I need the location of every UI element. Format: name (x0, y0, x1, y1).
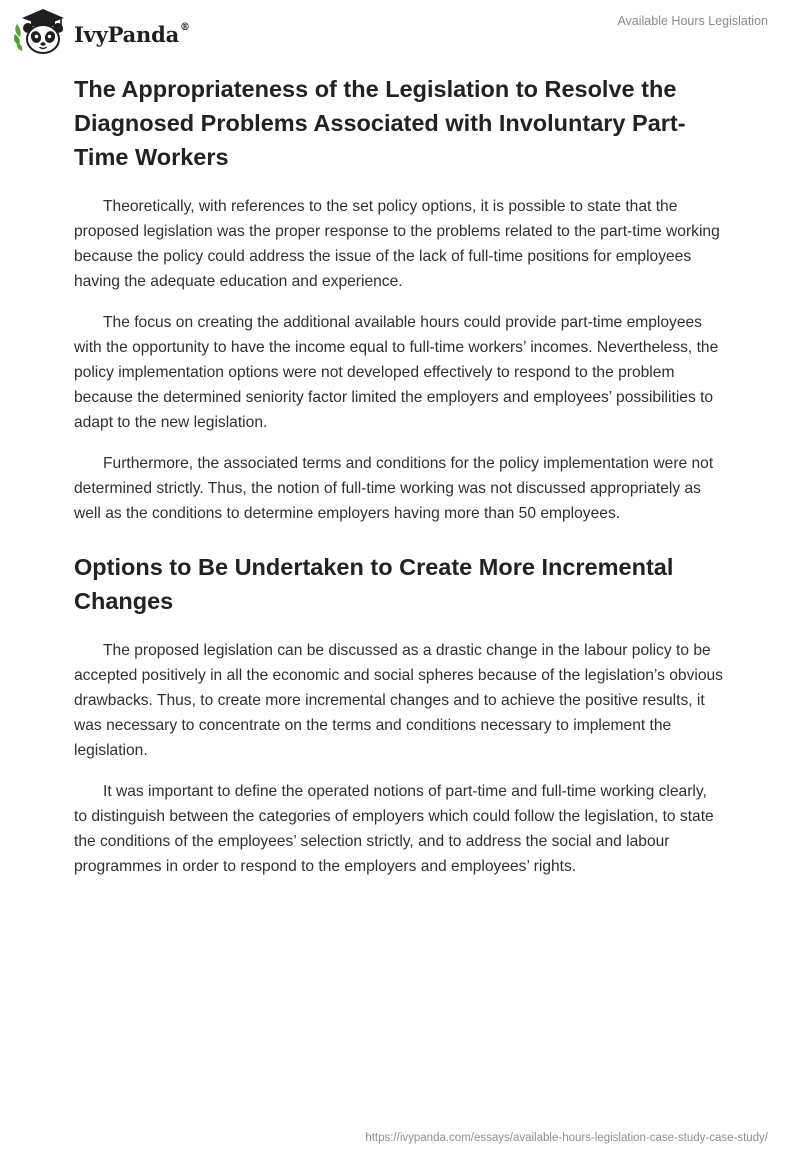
essay-content (74, 72, 724, 895)
paragraph: It was important to define the operated notions of part-time and full-time working clearly, to distinguish between the categories of employers which could follow the legislation, to state the conditions of the employees’ selection strictly, and to address the social and labour programmes in order to respond to the employers and employees’ rights. (74, 783, 714, 875)
panda-graduate-icon (14, 7, 70, 57)
page-header (0, 0, 800, 64)
source-url[interactable]: https://ivypanda.com/essays/available-hours-legislation-case-study-case-study/ (365, 1132, 768, 1144)
paragraph: The proposed legislation can be discussed as a drastic change in the labour policy to be accepted positively in all the economic and social spheres because of the legislation’s obvious drawbacks. Thus, to create more incremental changes and to achieve the positive results, it was necessary to concentrate on the terms and conditions necessary to implement the legislation. (74, 642, 723, 759)
paragraph: The focus on creating the additional available hours could provide part-time employees with the opportunity to have the income equal to full-time workers’ incomes. Nevertheless, the policy implementation options were not developed effectively to respond to the problem because the determined seniority factor limited the employers and employees’ possibilities to adapt to the new legislation. (74, 314, 719, 431)
document-title: Available Hours Legislation (617, 14, 768, 28)
paragraph: Furthermore, the associated terms and conditions for the policy implementation were not determined strictly. Thus, the notion of full-time working was not discussed appropriately as well as the conditions to determine employers having more than 50 employees. (74, 455, 714, 522)
ivypanda-logo[interactable] (14, 7, 190, 57)
brand-name: IvyPanda® (74, 21, 190, 47)
section-heading: The Appropriateness of the Legislation to Resolve the Diagnosed Problems Associated with Involuntary Part-Time Workers (74, 76, 686, 170)
registered-mark: ® (180, 21, 190, 33)
paragraph: Theoretically, with references to the set policy options, it is possible to state that the proposed legislation was the proper response to the problems related to the part-time working because the policy could address the issue of the lack of full-time positions for employees having the adequate education and experience. (74, 198, 720, 290)
section-heading: Options to Be Undertaken to Create More Incremental Changes (74, 554, 674, 614)
